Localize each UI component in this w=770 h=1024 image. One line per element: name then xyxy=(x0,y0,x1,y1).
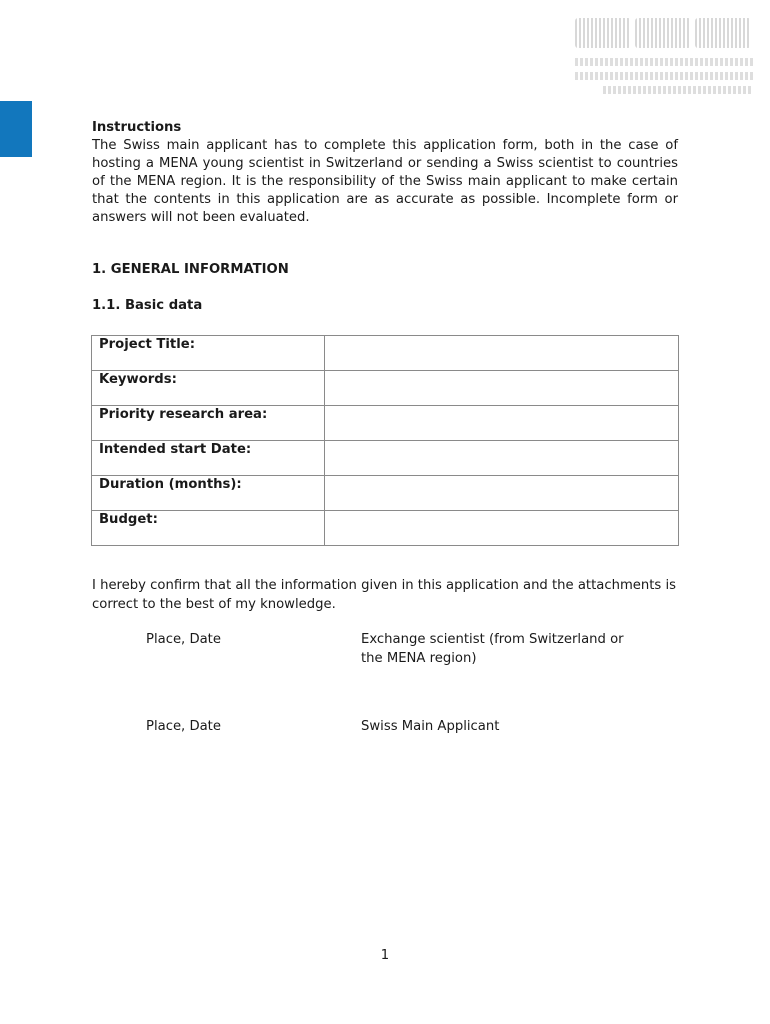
logo-mark xyxy=(575,18,755,52)
logo-text-line xyxy=(603,86,753,94)
signature-place-date: Place, Date xyxy=(146,719,221,734)
logo-text-line xyxy=(575,72,755,80)
budget-field[interactable] xyxy=(325,511,679,546)
duration-label: Duration (months): xyxy=(92,476,325,511)
instructions-title: Instructions xyxy=(92,120,182,135)
budget-label: Budget: xyxy=(92,511,325,546)
keywords-field[interactable] xyxy=(325,371,679,406)
institution-logo xyxy=(575,18,755,106)
table-row xyxy=(92,476,679,511)
instructions-block xyxy=(92,119,678,227)
side-accent-tab xyxy=(0,101,32,157)
section-heading: 1. GENERAL INFORMATION xyxy=(92,262,289,277)
section-subheading: 1.1. Basic data xyxy=(92,298,203,313)
keywords-label: Keywords: xyxy=(92,371,325,406)
project-title-label: Project Title: xyxy=(92,336,325,371)
priority-research-area-label: Priority research area: xyxy=(92,406,325,441)
intended-start-date-label: Intended start Date: xyxy=(92,441,325,476)
table-row xyxy=(92,371,679,406)
table-row xyxy=(92,441,679,476)
intended-start-date-field[interactable] xyxy=(325,441,679,476)
signature-role: Swiss Main Applicant xyxy=(361,719,500,734)
priority-research-area-field[interactable] xyxy=(325,406,679,441)
table-row xyxy=(92,511,679,546)
project-title-field[interactable] xyxy=(325,336,679,371)
signature-role: Exchange scientist (from Switzerland or the MENA region) xyxy=(361,632,624,666)
logo-text-line xyxy=(575,58,755,66)
table-row xyxy=(92,406,679,441)
basic-data-table xyxy=(91,335,679,546)
signature-place-date: Place, Date xyxy=(146,632,221,647)
duration-field[interactable] xyxy=(325,476,679,511)
confirmation-statement: I hereby confirm that all the information given in this application and the attachments is correct to the best of my knowledge. xyxy=(92,578,677,612)
page-number: 1 xyxy=(380,948,390,963)
table-row xyxy=(92,336,679,371)
instructions-text: The Swiss main applicant has to complete this application form, both in the case of hosting a MENA young scientist in Switzerland or sending a Swiss scientist to countries of the MENA region. It is the responsibility of the Swiss main applicant to make certain that the contents in this application are as accurate as possible. Incomplete form or answers will not been evaluated. xyxy=(92,138,678,225)
